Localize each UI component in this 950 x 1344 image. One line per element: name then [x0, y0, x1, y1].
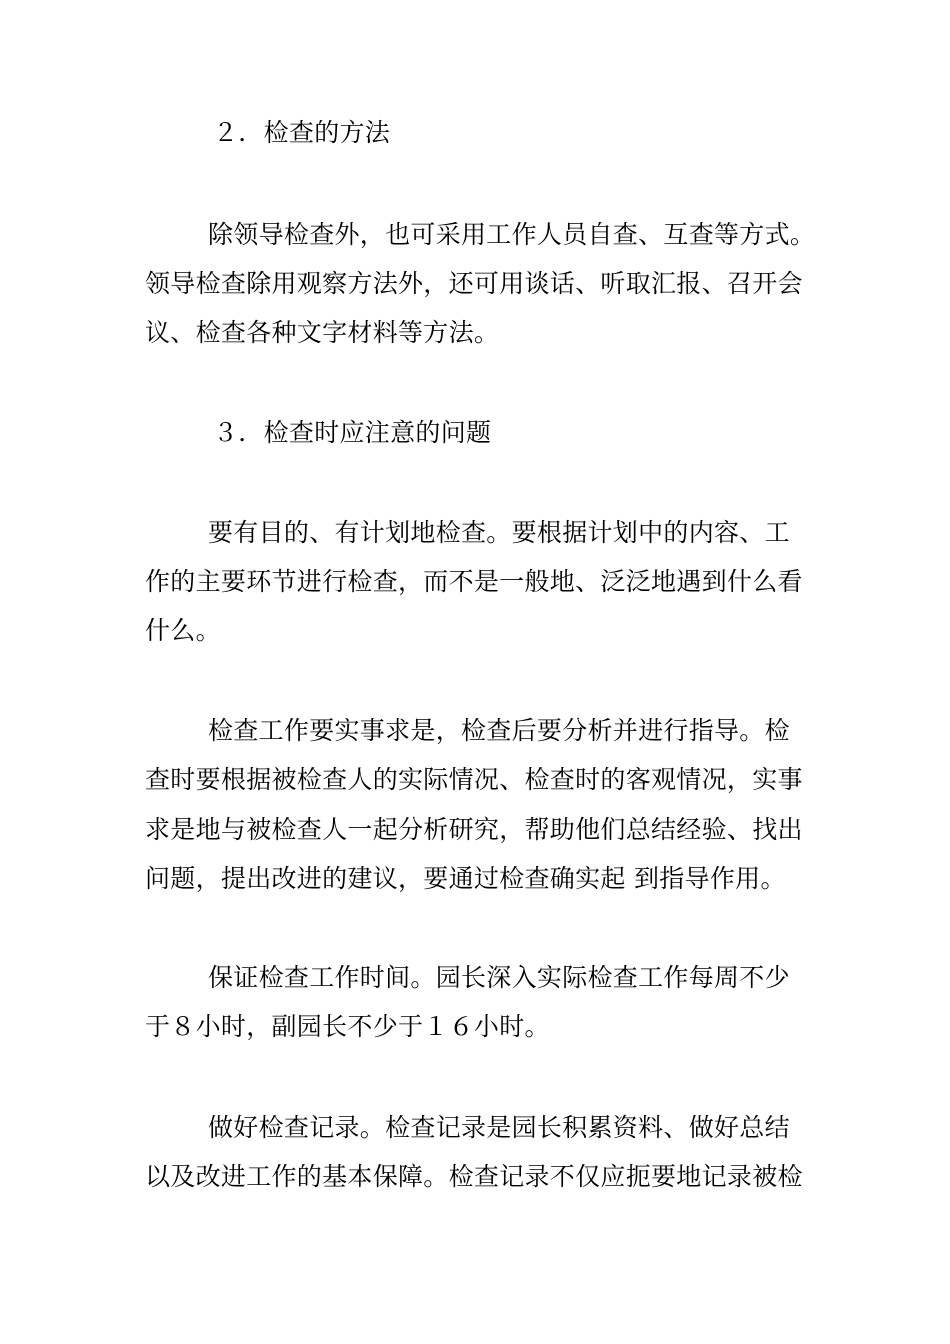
- section-heading-notes: ３．检查时应注意的问题: [213, 418, 492, 447]
- paragraph-line: 领导检查除用观察方法外，还可用谈话、听取汇报、召开会: [145, 269, 803, 298]
- paragraph-line: 求是地与被检查人一起分析研究，帮助他们总结经验、找出: [145, 815, 803, 844]
- paragraph-line: 作的主要环节进行检查，而不是一般地、泛泛地遇到什么看: [145, 567, 803, 596]
- section-heading-methods: ２．检查的方法: [213, 118, 391, 147]
- paragraph-line: 问题，提出改进的建议，要通过检查确实起 到指导作用。: [145, 864, 786, 893]
- paragraph-line: 以及改进工作的基本保障。检查记录不仅应扼要地记录被检: [145, 1162, 803, 1191]
- paragraph-line: 检查工作要实事求是，检查后要分析并进行指导。检: [208, 716, 790, 745]
- paragraph-line: 什么。: [145, 616, 221, 645]
- paragraph-line: 于８小时，副园长不少于１６小时。: [145, 1012, 550, 1041]
- paragraph-line: 议、检查各种文字材料等方法。: [145, 318, 500, 347]
- paragraph-line: 除领导检查外，也可采用工作人员自查、互查等方式。: [208, 220, 816, 249]
- paragraph-line: 做好检查记录。检查记录是园长积累资料、做好总结: [208, 1113, 790, 1142]
- paragraph-line: 保证检查工作时间。园长深入实际检查工作每周不少: [208, 963, 790, 992]
- paragraph-line: 要有目的、有计划地检查。要根据计划中的内容、工: [208, 518, 790, 547]
- paragraph-line: 查时要根据被检查人的实际情况、检查时的客观情况，实事: [145, 765, 803, 794]
